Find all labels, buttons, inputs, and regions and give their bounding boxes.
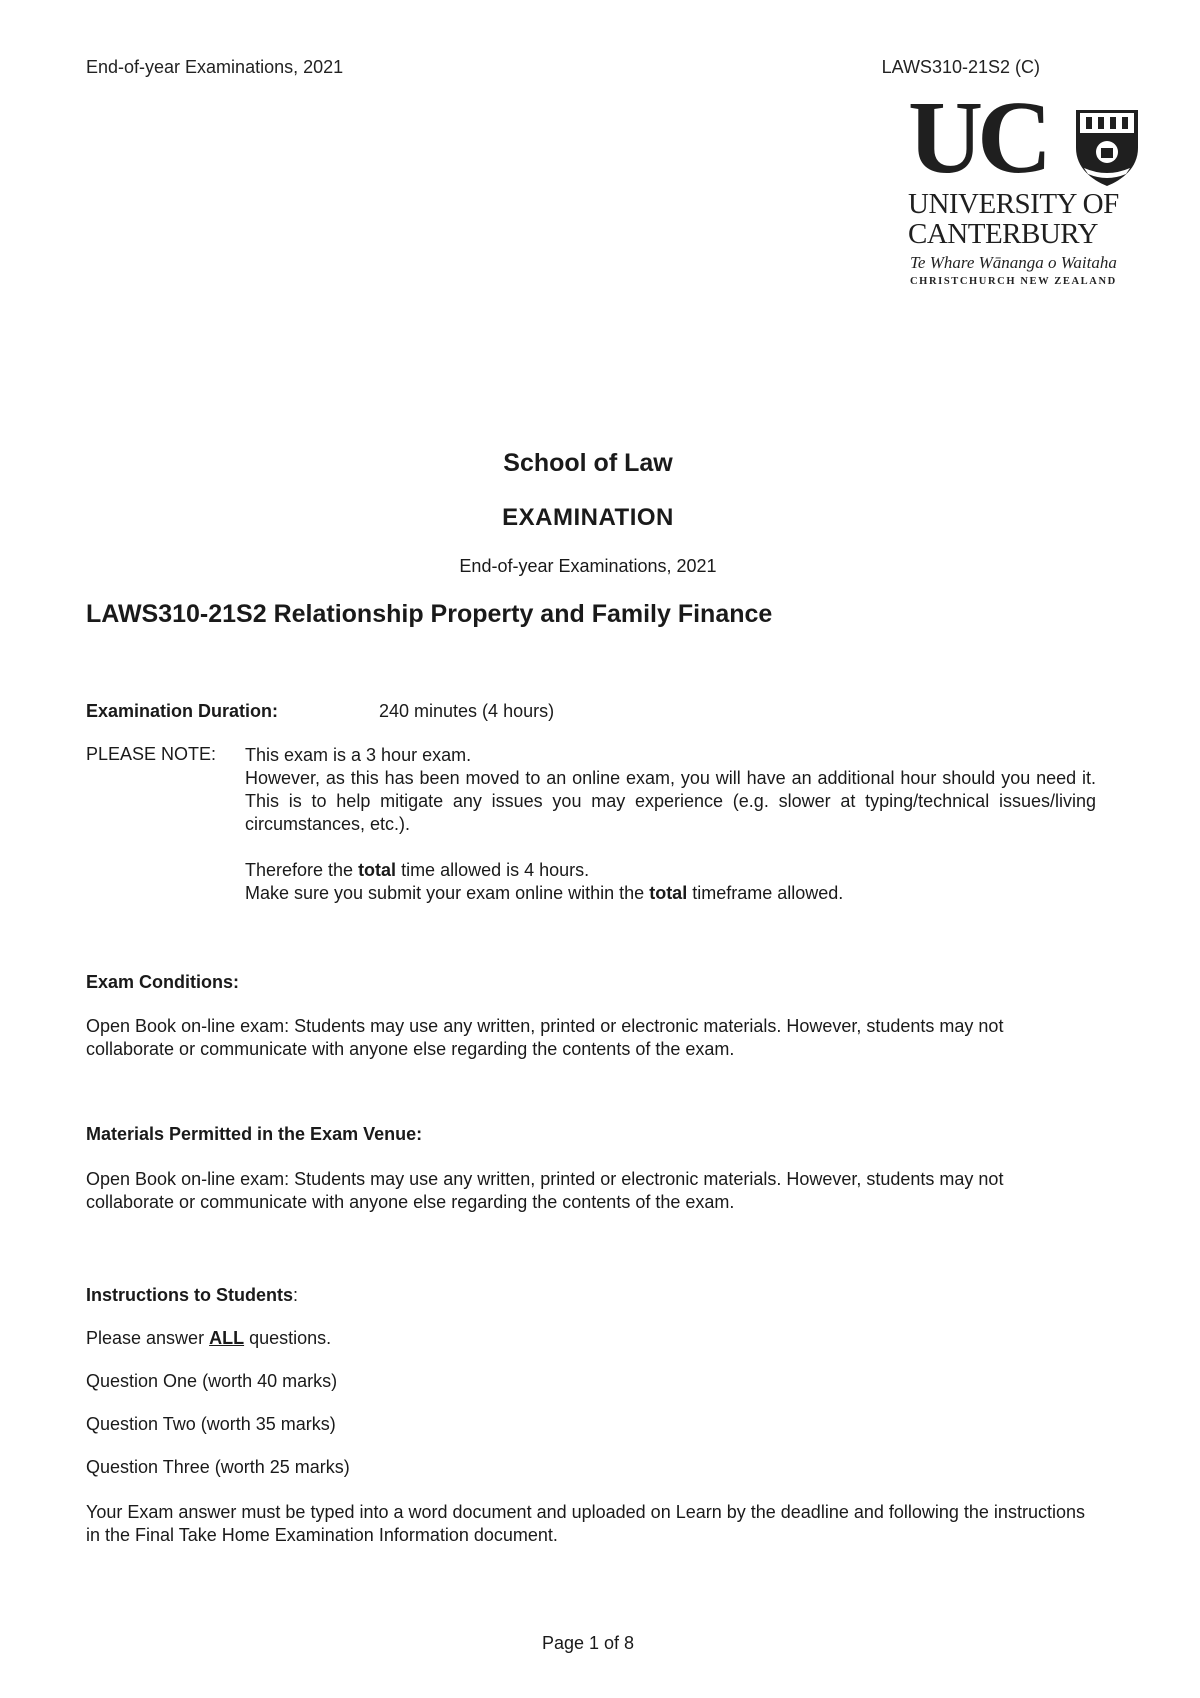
exam-subtitle: End-of-year Examinations, 2021	[459, 556, 717, 576]
logo-line-1: UNIVERSITY OF	[908, 188, 1119, 220]
course-title: LAWS310-21S2 Relationship Property and Family Finance	[86, 600, 773, 628]
logo-line-2: CANTERBURY	[908, 218, 1098, 250]
conditions-text: Open Book on-line exam: Students may use any written, printed or electronic materials. However, students may not collaborate or communicate with anyone else regarding the contents of the exam.	[86, 1016, 1004, 1059]
materials-text: Open Book on-line exam: Students may use any written, printed or electronic materials. However, students may not collaborate or communicate with anyone else regarding the contents of the exam.	[86, 1169, 1004, 1212]
note-line-3: Therefore the total time allowed is 4 hours.	[245, 860, 590, 880]
instructions-heading: Instructions to Students:	[86, 1285, 299, 1305]
question-one: Question One (worth 40 marks)	[86, 1371, 338, 1391]
logo-city: CHRISTCHURCH NEW ZEALAND	[910, 276, 1117, 287]
duration-value: 240 minutes (4 hours)	[379, 701, 555, 721]
exam-title: EXAMINATION	[502, 504, 674, 531]
question-three: Question Three (worth 25 marks)	[86, 1457, 350, 1477]
note-block	[245, 744, 1096, 905]
question-two: Question Two (worth 35 marks)	[86, 1414, 336, 1434]
university-logo	[908, 80, 1144, 290]
crest-icon	[1072, 106, 1142, 188]
logo-letters: UC	[908, 80, 1047, 195]
note-line-4: Make sure you submit your exam online within the total timeframe allowed.	[245, 883, 844, 903]
logo-maori-name: Te Whare Wānanga o Waitaha	[910, 253, 1117, 272]
conditions-heading: Exam Conditions:	[86, 972, 240, 992]
duration-label: Examination Duration:	[86, 701, 279, 721]
materials-heading: Materials Permitted in the Exam Venue:	[86, 1124, 423, 1144]
note-line-2: However, as this has been moved to an online exam, you will have an additional hour should you need it. This is to help mitigate any issues you may experience (e.g. slower at typing/technical issues/living circumstances, etc.).	[245, 768, 1096, 834]
note-label: PLEASE NOTE:	[86, 744, 217, 764]
page-number: Page 1 of 8	[541, 1633, 635, 1653]
school-title: School of Law	[503, 449, 673, 477]
header-right: LAWS310-21S2 (C)	[881, 57, 1040, 77]
final-instructions: Your Exam answer must be typed into a word document and uploaded on Learn by the deadline and following the instructions in the Final Take Home Examination Information document.	[86, 1502, 1085, 1545]
note-line-1: This exam is a 3 hour exam.	[245, 745, 472, 765]
header-left: End-of-year Examinations, 2021	[86, 57, 344, 77]
answer-all-line: Please answer ALL questions.	[86, 1328, 332, 1348]
